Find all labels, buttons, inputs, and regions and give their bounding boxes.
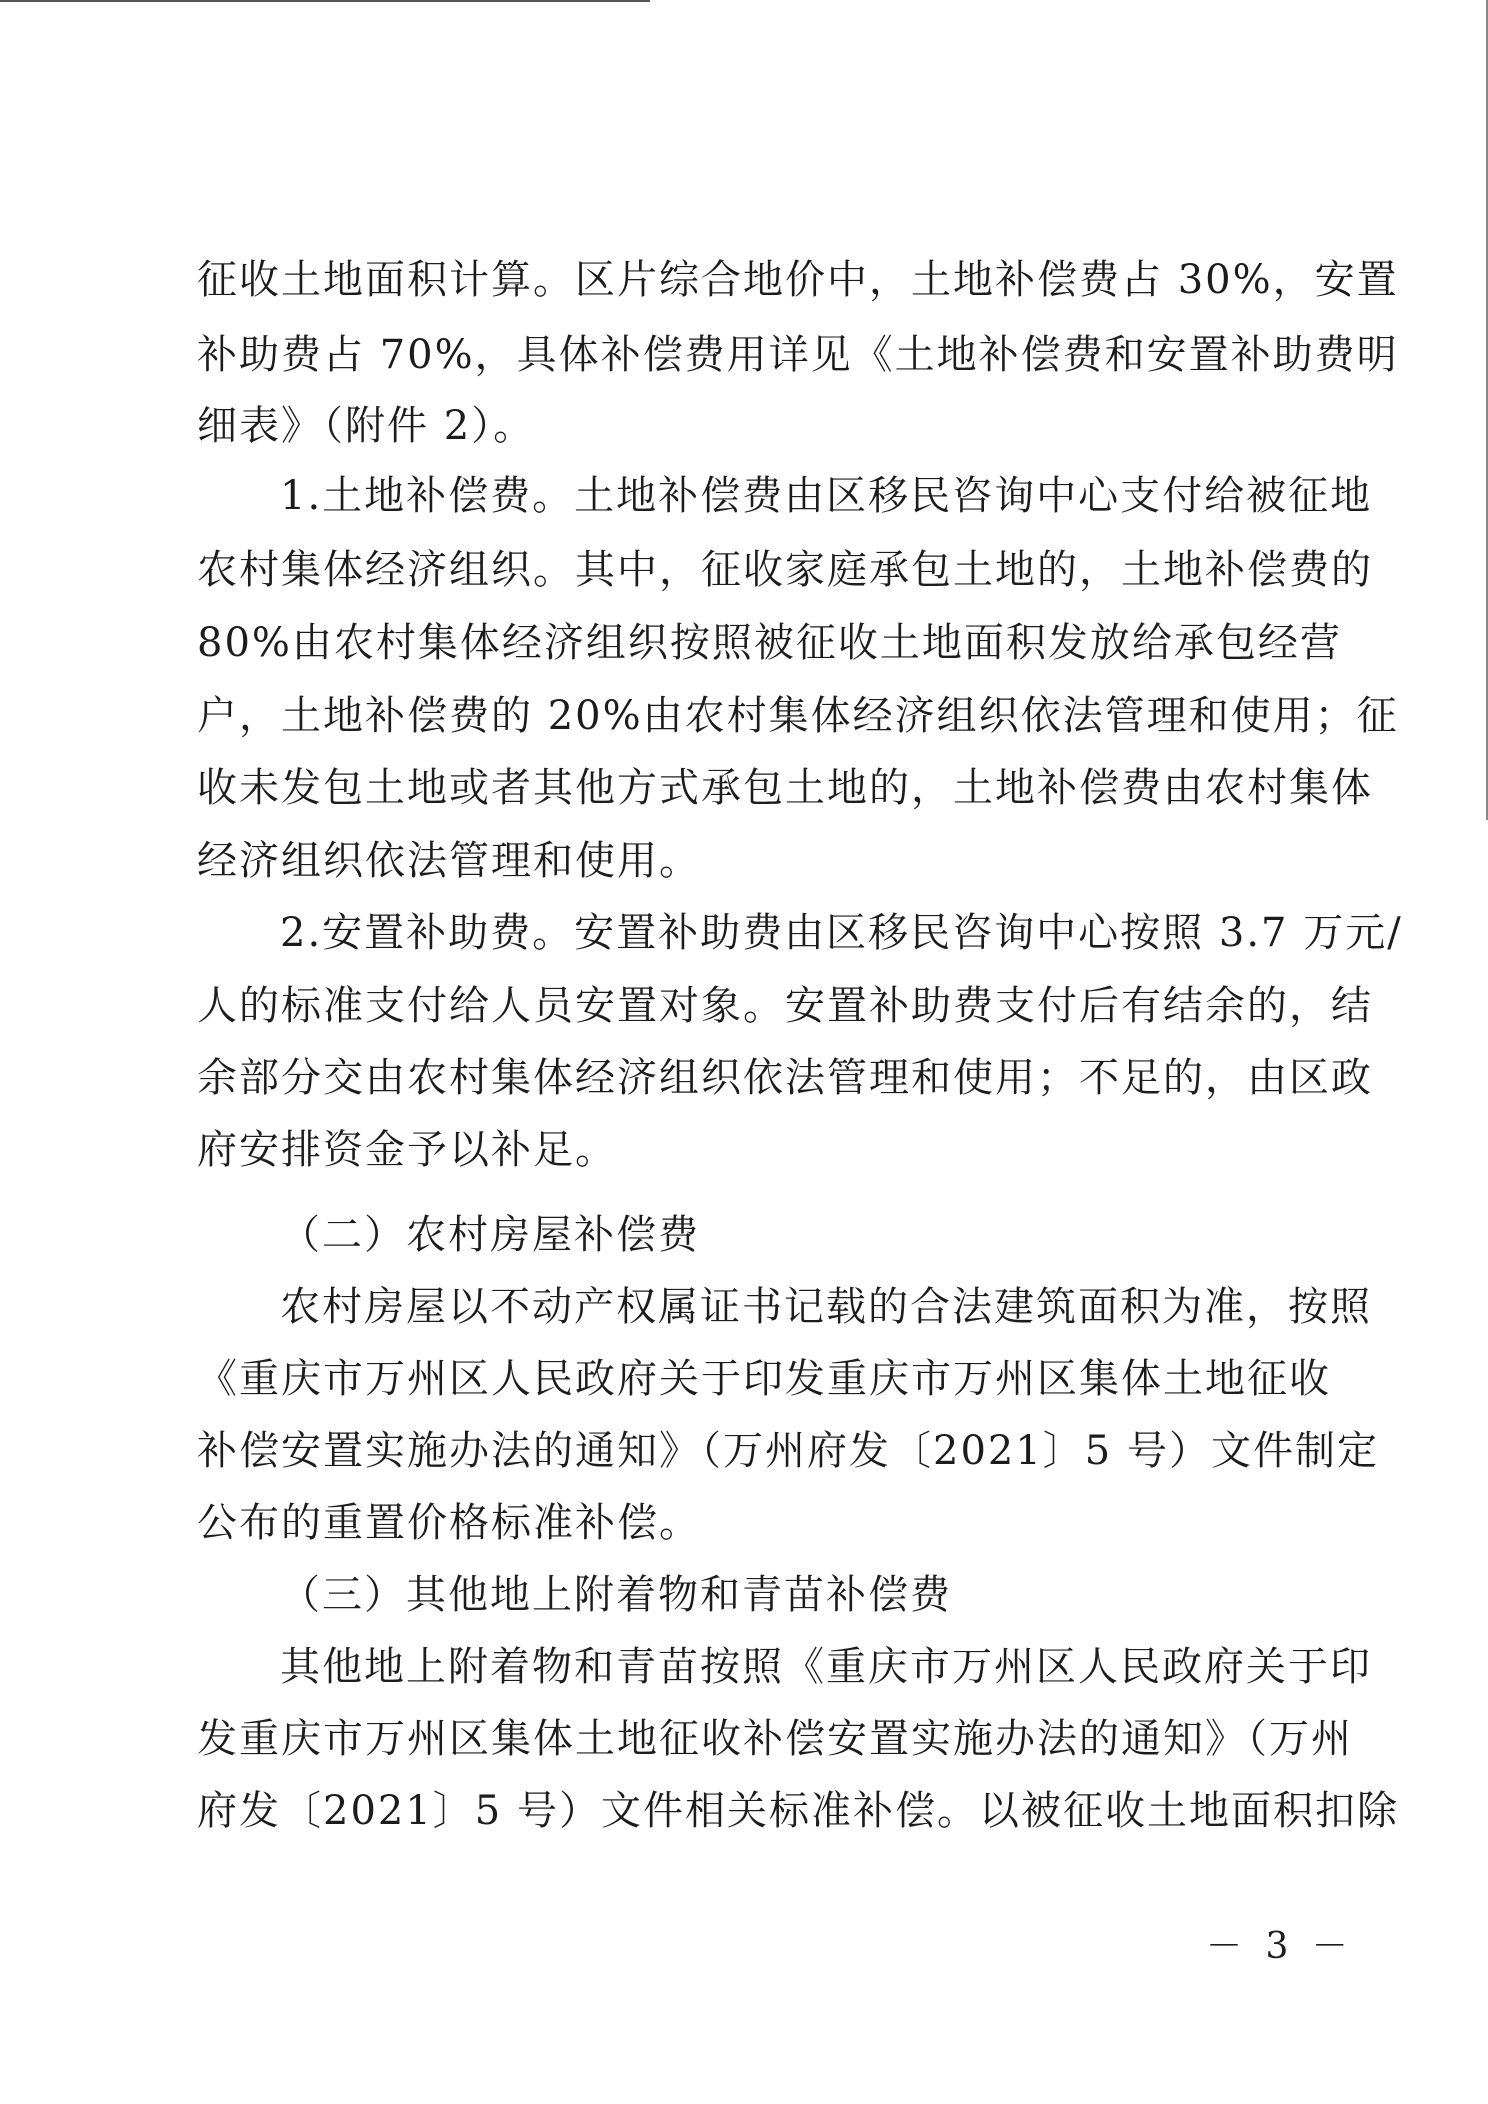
text-line: 补偿安置实施办法的通知》（万州府发〔2021〕5 号）文件制定 [197,1428,1379,1474]
text-line: 细表》（附件 2）。 [197,403,536,449]
text-line: 其他地上附着物和青苗按照《重庆市万州区人民政府关于印 [280,1644,1372,1690]
text-line: 经济组织依法管理和使用。 [197,838,701,884]
text-line: 人的标准支付给人员安置对象。安置补助费支付后有结余的，结 [197,983,1373,1029]
text-line: 农村集体经济组织。其中，征收家庭承包土地的，土地补偿费的 [197,547,1373,593]
section-heading: （三）其他地上附着物和青苗补偿费 [280,1572,952,1618]
text-line: 公布的重置价格标准补偿。 [197,1500,701,1546]
text-line: 余部分交由农村集体经济组织依法管理和使用；不足的，由区政 [197,1055,1373,1101]
section-heading: （二）农村房屋补偿费 [280,1212,700,1258]
text-line: 1.土地补偿费。土地补偿费由区移民咨询中心支付给被征地 [280,473,1373,519]
text-line: 《重庆市万州区人民政府关于印发重庆市万州区集体土地征收 [197,1356,1331,1402]
text-line: 80%由农村集体经济组织按照被征收土地面积发放给承包经营 [197,620,1342,666]
scan-edge-mark-top [0,0,650,2]
page-number: － 3 － [1206,1926,1354,1967]
text-line: 府发〔2021〕5 号）文件相关标准补偿。以被征收土地面积扣除 [197,1788,1399,1834]
text-line: 户，土地补偿费的 20%由农村集体经济组织依法管理和使用；征 [197,693,1399,739]
text-line: 府安排资金予以补足。 [197,1127,617,1173]
text-line: 收未发包土地或者其他方式承包土地的，土地补偿费由农村集体 [197,765,1373,811]
text-line: 农村房屋以不动产权属证书记载的合法建筑面积为准，按照 [280,1284,1372,1330]
text-line: 2.安置补助费。安置补助费由区移民咨询中心按照 3.7 万元/ [280,910,1403,956]
text-line: 补助费占 70%，具体补偿费用详见《土地补偿费和安置补助费明 [197,332,1399,378]
text-line: 发重庆市万州区集体土地征收补偿安置实施办法的通知》（万州 [197,1716,1353,1762]
text-line: 征收土地面积计算。区片综合地价中，土地补偿费占 30%，安置 [197,257,1399,303]
